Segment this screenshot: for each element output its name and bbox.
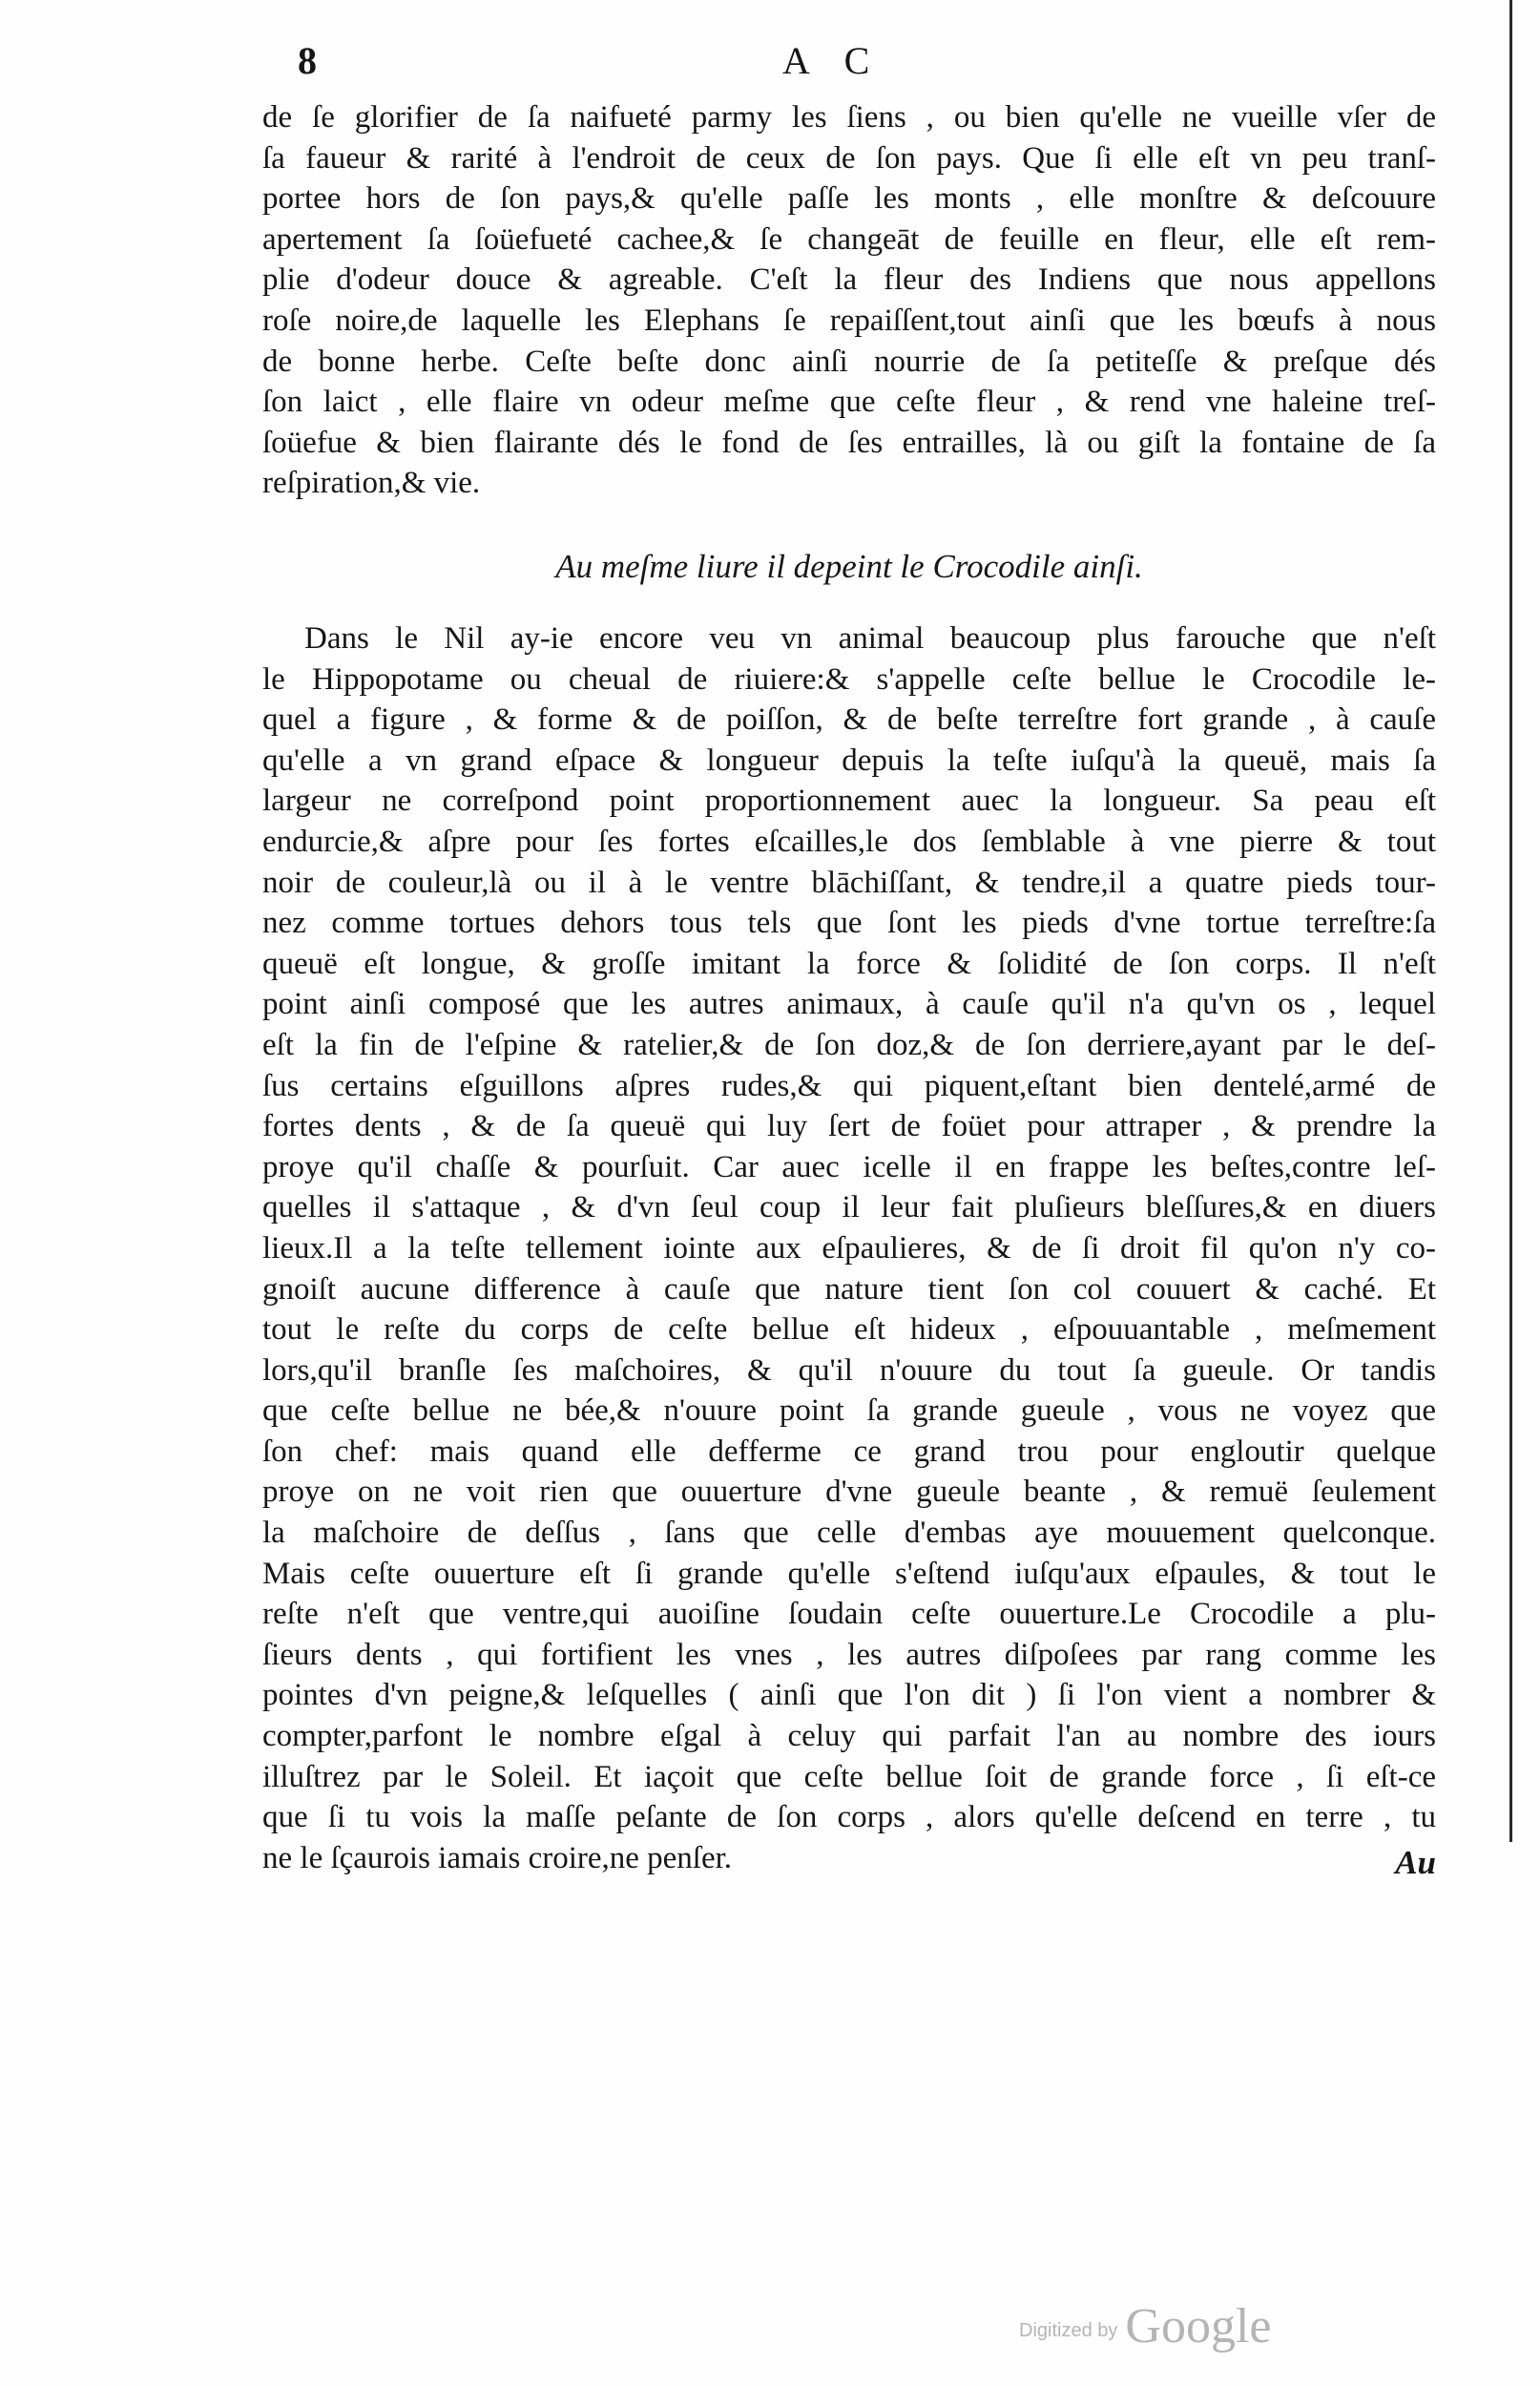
- text-line: Mais ceſte ouuerture eſt ſi grande qu'elle s'eſtend iuſqu'aux eſpaules, & tout le: [262, 1556, 1436, 1591]
- text-line: queuë eſt longue, & groſſe imitant la force & ſolidité de ſon corps. Il n'eſt: [262, 946, 1436, 981]
- text-line: lieux.Il a la teſte tellement iointe aux eſpaulieres, & de ſi droit fil qu'on n'y co-: [262, 1230, 1436, 1266]
- text-line: de ſe glorifier de ſa naifueté parmy les ſiens , ou bien qu'elle ne vueille vſer de: [262, 100, 1436, 135]
- text-line: gnoiſt aucune difference à cauſe que nature tient ſon col couuert & caché. Et: [262, 1271, 1436, 1307]
- text-line: proye qu'il chaſſe & pourſuit. Car auec icelle il en frappe les beſtes,contre leſ-: [262, 1149, 1436, 1184]
- text-line: eſt la fin de l'eſpine & ratelier,& de ſon doz,& de ſon derriere,ayant par le deſ-: [262, 1027, 1436, 1062]
- text-line: ſa faueur & rarité à l'endroit de ceux de ſon pays. Que ſi elle eſt vn peu tranſ-: [262, 140, 1436, 176]
- paragraph-2: [262, 618, 1436, 1878]
- page-number: 8: [298, 39, 317, 82]
- text-line: noir de couleur,là ou il à le ventre blāchiſſant, & tendre,il a quatre pieds tour-: [262, 865, 1436, 900]
- text-line: le Hippopotame ou cheual de riuiere:& s'appelle ceſte bellue le Crocodile le-: [262, 661, 1436, 697]
- running-head: A C: [782, 39, 884, 82]
- text-line: lors,qu'il branſle ſes maſchoires, & qu'il n'ouure du tout ſa gueule. Or tandis: [262, 1352, 1436, 1388]
- text-line: largeur ne correſpond point proportionnement auec la longueur. Sa peau eſt: [262, 784, 1436, 819]
- text-line: que ſi tu vois la maſſe peſante de ſon corps , alors qu'elle deſcend en terre , tu: [262, 1800, 1436, 1835]
- text-line: reſpiration,& vie.: [262, 466, 481, 501]
- watermark-prefix: Digitized by: [1019, 2320, 1118, 2341]
- section-heading: Au meſme liure il depeint le Crocodile ainſi.: [555, 548, 1143, 585]
- paragraph-1: [262, 97, 1436, 504]
- text-line: compter,parfont le nombre eſgal à celuy qui parfait l'an au nombre des iours: [262, 1719, 1436, 1754]
- text-line: que ceſte bellue ne bée,& n'ouure point ſa grande gueule , vous ne voyez que: [262, 1393, 1436, 1429]
- text-line: proye on ne voit rien que ouuerture d'vne gueule beante , & remuë ſeulement: [262, 1475, 1436, 1510]
- text-line: ſus certains eſguillons aſpres rudes,& qui piquent,eſtant bien dentelé,armé de: [262, 1068, 1436, 1103]
- text-line: de bonne herbe. Ceſte beſte donc ainſi nourrie de ſa petiteſſe & preſque dés: [262, 344, 1436, 379]
- text-line: tout le reſte du corps de ceſte bellue eſt hideux , eſpouuantable , meſmement: [262, 1312, 1436, 1348]
- digitized-watermark: [1019, 2298, 1271, 2355]
- text-line: ſon laict , elle flaire vn odeur meſme que ceſte fleur , & rend vne haleine treſ-: [262, 385, 1436, 420]
- text-line: portee hors de ſon pays,& qu'elle paſſe les monts , elle monſtre & deſcouure: [262, 181, 1436, 217]
- google-logo: Google: [1125, 2299, 1272, 2354]
- text-line: ſieurs dents , qui fortifient les vnes , les autres diſpoſees par rang comme les: [262, 1637, 1436, 1672]
- text-line: quelles il s'attaque , & d'vn ſeul coup il leur fait pluſieurs bleſſures,& en diuers: [262, 1190, 1436, 1225]
- text-line: ne le ſçaurois iamais croire,ne penſer.: [262, 1840, 733, 1875]
- text-line: endurcie,& aſpre pour ſes fortes eſcailles,le dos ſemblable à vne pierre & tout: [262, 824, 1436, 859]
- text-line: point ainſi composé que les autres animaux, à cauſe qu'il n'a qu'vn os , lequel: [262, 987, 1436, 1022]
- text-line: nez comme tortues dehors tous tels que ſont les pieds d'vne tortue terreſtre:ſa: [262, 906, 1436, 941]
- text-line: fortes dents , & de ſa queuë qui luy ſert de foüet pour attraper , & prendre la: [262, 1109, 1436, 1144]
- text-line: ſoüefue & bien flairante dés le fond de ſes entrailles, là ou giſt la fontaine de ſa: [262, 425, 1436, 460]
- text-line: qu'elle a vn grand eſpace & longueur depuis la teſte iuſqu'à la queuë, mais ſa: [262, 743, 1436, 778]
- text-line: plie d'odeur douce & agreable. C'eſt la fleur des Indiens que nous appellons: [262, 262, 1436, 298]
- text-line: pointes d'vn peigne,& leſquelles ( ainſi que l'on dit ) ſi l'on vient a nombrer &: [262, 1678, 1436, 1713]
- text-line: la maſchoire de deſſus , ſans que celle d'embas aye mouuement quelconque.: [262, 1516, 1436, 1551]
- text-line: roſe noire,de laquelle les Elephans ſe repaiſſent,tout ainſi que les bœufs à nous: [262, 303, 1436, 338]
- text-line: Dans le Nil ay-ie encore veu vn animal beaucoup plus farouche que n'eſt: [304, 621, 1436, 656]
- text-line: apertement ſa ſoüefueté cachee,& ſe changeāt de feuille en fleur, elle eſt rem-: [262, 221, 1436, 257]
- text-line: illuſtrez par le Soleil. Et iaçoit que ceſte bellue ſoit de grande force , ſi eſt-ce: [262, 1759, 1436, 1794]
- text-line: quel a figure , & forme & de poiſſon, & de beſte terreſtre fort grande , à cauſe: [262, 702, 1436, 738]
- catchword: Au: [1395, 1844, 1436, 1881]
- text-line: reſte n'eſt que ventre,qui auoiſine ſoudain ceſte ouuerture.Le Crocodile a plu-: [262, 1597, 1436, 1632]
- page-edge-rule: [1509, 0, 1512, 1842]
- text-line: ſon chef: mais quand elle defferme ce grand trou pour engloutir quelque: [262, 1434, 1436, 1469]
